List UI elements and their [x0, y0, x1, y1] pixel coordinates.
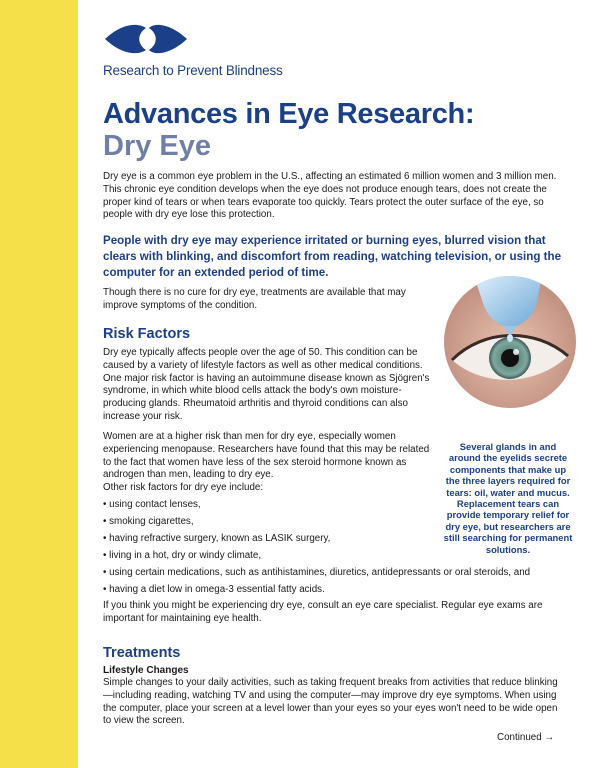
page-title: Advances in Eye Research: — [103, 98, 475, 130]
organization-name: Research to Prevent Blindness — [103, 63, 283, 78]
image-caption: Several glands in and around the eyelids secrete components that make up the three layers required for tears: oil, water and mucus. Replacement tears can provide temporary relief for dry eye, but researchers are still searching for permanent solutions. — [443, 441, 573, 555]
list-item: • having refractive surgery, known as LASIK surgery, — [103, 533, 331, 544]
page-subtitle: Dry Eye — [103, 130, 212, 162]
consult-paragraph: If you think you might be experiencing dry eye, consult an eye care specialist. Regular eye exams are important for maintaining eye health. — [103, 600, 543, 624]
risk-paragraph-age: Dry eye typically affects people over the age of 50. This condition can be caused by a variety of lifestyle factors as well as other medical conditions. One major risk factor is having an autoimmune disease known as Sjögren's syndrome, in which white blood cells attack the body's own moisture-producing glands. Rheumatoid arthritis and thyroid conditions can also increase your risk. — [103, 347, 430, 422]
continued-link[interactable]: Continued → — [497, 732, 555, 743]
list-item: • using contact lenses, — [103, 499, 201, 510]
symptoms-callout: People with dry eye may experience irritated or burning eyes, blurred vision that clears with blinking, and discomfort from reading, watching television, or using the computer for an extended period of time. — [103, 234, 562, 280]
list-item: • having a diet low in omega-3 essential fatty acids. — [103, 584, 325, 595]
list-item: • using certain medications, such as antihistamines, diuretics, antidepressants or oral steroids, and — [103, 567, 531, 578]
eye-drop-photo — [444, 276, 576, 408]
yellow-side-stripe — [0, 0, 78, 768]
eye-logo-icon — [103, 22, 189, 56]
risk-factors-heading: Risk Factors — [103, 326, 191, 342]
treatments-heading: Treatments — [103, 645, 181, 661]
intro-paragraph: Dry eye is a common eye problem in the U.S., affecting an estimated 6 million women and 3 million men. This chronic eye condition develops when the eye does not produce enough tears, does not create the proper kind of tears or when tears evaporate too quickly. Tears protect the outer surface of the eye, so people with dry eye lose this protection. — [103, 171, 557, 221]
no-cure-paragraph: Though there is no cure for dry eye, treatments are available that may improve symptoms of the condition. — [103, 287, 406, 311]
lifestyle-subheading: Lifestyle Changes — [103, 665, 189, 676]
list-item: • living in a hot, dry or windy climate, — [103, 550, 262, 561]
risk-paragraph-women: Women are at a higher risk than men for dry eye, especially women experiencing menopause. Researchers have found that this may be related to the fact that women have less of the sex steroid hormone known as androgen than men, leading to dry eye. — [103, 431, 430, 481]
lifestyle-paragraph: Simple changes to your daily activities, such as taking frequent breaks from activities that reduce blinking—including reading, watching TV and using the computer—may improve dry eye symptoms. When using the computer, place your screen at a level lower than your eyes so your eyes won't need to be wide open to view the screen. — [103, 677, 558, 727]
list-item: • smoking cigarettes, — [103, 516, 194, 527]
risk-list-intro: Other risk factors for dry eye include: — [103, 482, 264, 493]
